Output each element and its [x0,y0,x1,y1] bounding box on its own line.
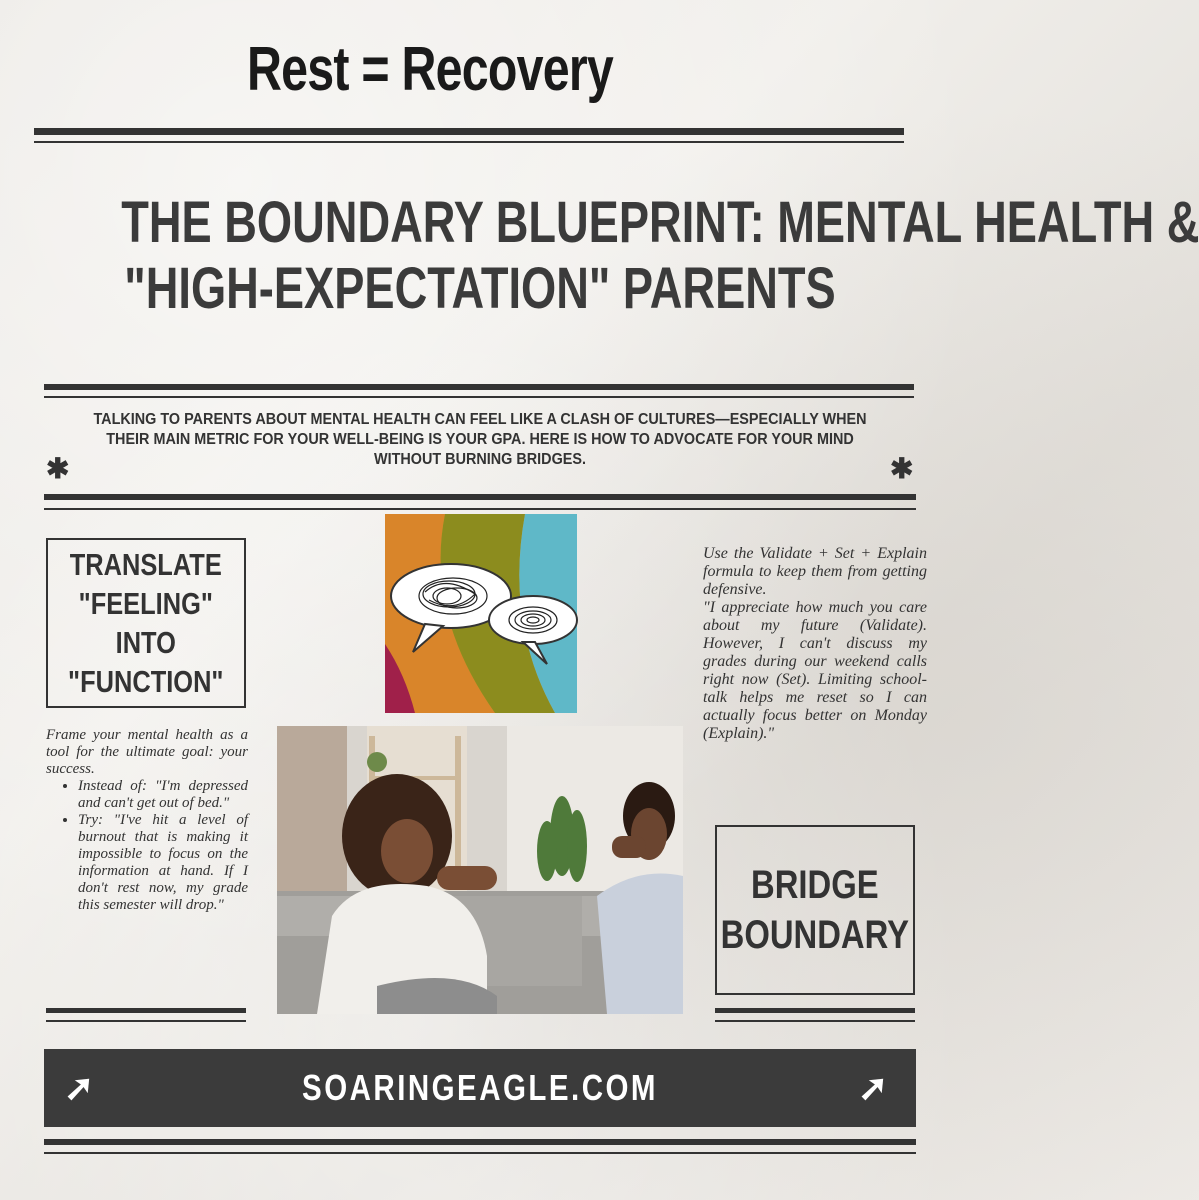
arrow-up-right-icon-right: ➚ [858,1067,889,1108]
translate-feeling-box [46,538,246,708]
intro-line3: WITHOUT BURNING BRIDGES. [373,451,586,468]
lower-rule-left-thick [46,1008,246,1013]
intro-line1: TALKING TO PARENTS ABOUT MENTAL HEALTH CAN FEEL LIKE A CLASH OF CULTURES—ESPECIALLY WHEN [93,411,867,428]
intro-rule-top-thick [44,384,914,390]
footer-link[interactable]: SOARINGEAGLE.COM [302,1067,658,1108]
left-column-text [46,727,248,914]
right-column-intro: Use the Validate + Set + Explain formula to keep them from getting defensive. [703,545,927,598]
box-left-line1: TRANSLATE [69,547,223,582]
main-title-line1: THE BOUNDARY BLUEPRINT: MENTAL HEALTH & [121,190,1199,255]
arrow-up-right-icon-left: ➚ [64,1067,95,1108]
speech-bubbles-illustration [385,514,577,713]
intro-line2: THEIR MAIN METRIC FOR YOUR WELL-BEING IS YOUR GPA. HERE IS HOW TO ADVOCATE FOR YOUR MIND [106,431,854,448]
lower-rule-right-thin [715,1020,915,1022]
asterisk-icon-right: ✱ [890,453,914,484]
asterisk-icon-left: ✱ [46,453,70,484]
main-title-line2: "HIGH-EXPECTATION" PARENTS [124,256,836,321]
intro-rule-top-thin [44,396,914,398]
lower-rule-left-thin [46,1020,246,1022]
right-column-text [703,545,927,743]
intro-rule-bottom-thin [44,508,916,510]
box-left-line2: "FEELING" [78,586,214,621]
left-column-intro: Frame your mental health as a tool for the ultimate goal: your success. [46,727,248,777]
intro-rule-bottom-thick [44,494,916,500]
box-left-line4: "FUNCTION" [68,664,224,699]
header-rule-thin [34,141,904,143]
box-left-line3: INTO [115,625,177,660]
box-right-line2: BOUNDARY [720,913,910,957]
footer-rule-thick [44,1139,916,1145]
conversation-photo [277,726,683,1014]
box-right-line1: BRIDGE [751,863,879,907]
intro-text [66,410,894,470]
left-bullet-instead: • Instead of: "I'm depressed and can't get out of bed." [78,778,248,812]
header-rule-thick [34,128,904,135]
left-bullet-try: • Try: "I've hit a level of burnout that is making it impossible to focus on the information at hand. If I don't rest now, my grade this semester will drop." [78,812,248,914]
speech-bubbles-graphic [385,514,577,713]
footer-bar[interactable] [44,1049,916,1127]
right-column-quote: "I appreciate how much you care about my future (Validate). However, I can't discuss my grades during our weekend calls right now (Set). Limiting school-talk helps me reset so I can actually focus better on Monday (Explain)." [703,599,927,742]
main-title [121,190,1199,322]
left-column-bullets [46,778,248,914]
header-title: Rest = Recovery [246,35,613,104]
footer-rule-thin [44,1152,916,1154]
lower-rule-right-thick [715,1008,915,1013]
bridge-boundary-box [715,825,915,995]
conversation-photo-graphic [277,726,683,1014]
